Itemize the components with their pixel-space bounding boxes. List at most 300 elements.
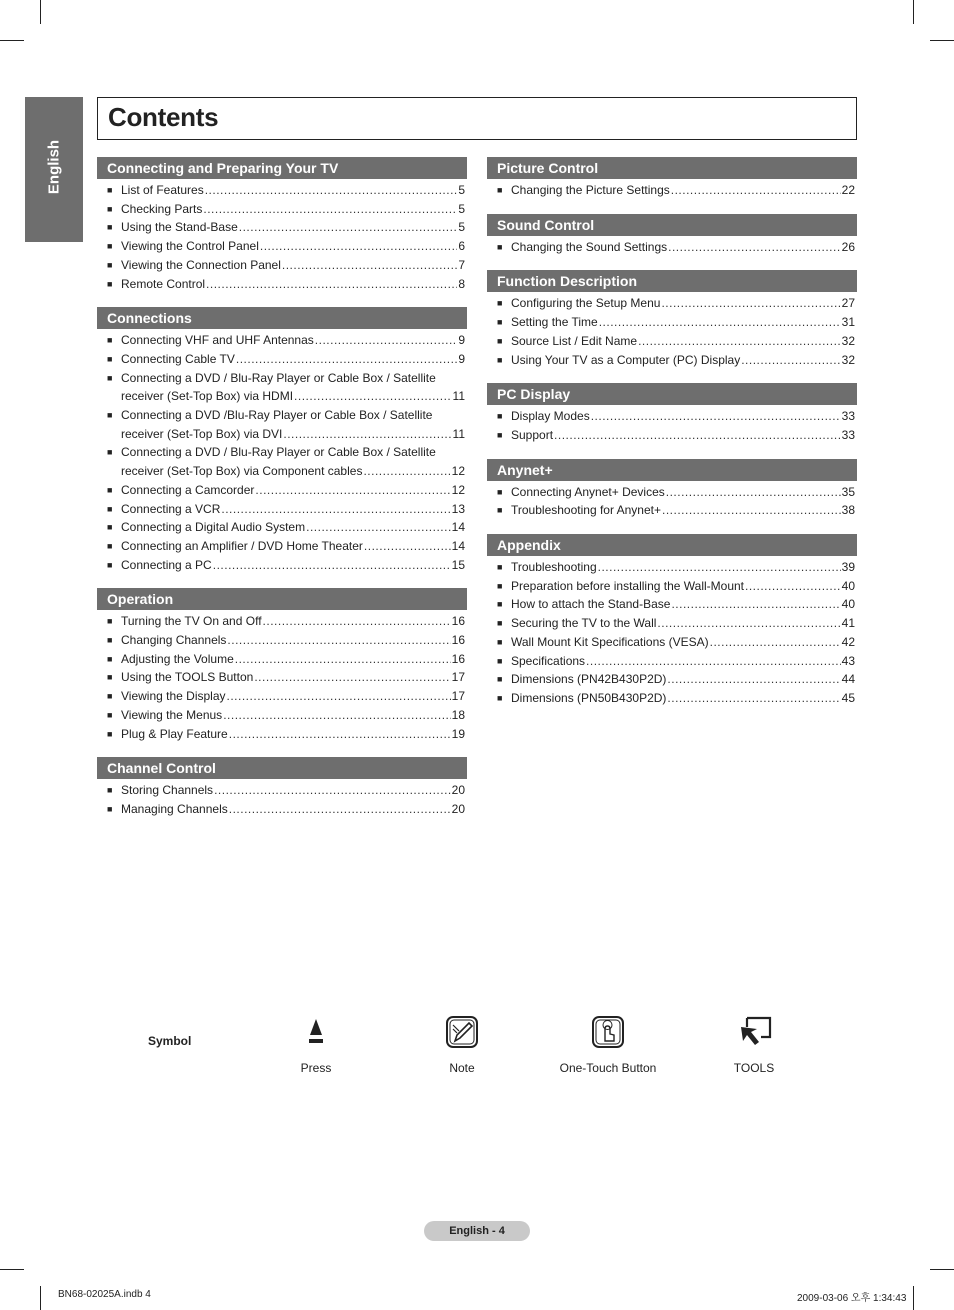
dot-leader (213, 556, 451, 575)
toc-page-number: 44 (841, 672, 855, 687)
symbol-tools-label: TOOLS (733, 1061, 775, 1075)
toc-entry-row (511, 633, 855, 652)
bullet-icon: ■ (497, 354, 503, 365)
toc-entry-title: Using the Stand-Base (121, 220, 238, 235)
bullet-icon: ■ (497, 618, 503, 629)
toc-entry-title: Source List / Edit Name (511, 333, 638, 348)
toc-entry-title: Managing Channels (121, 801, 228, 816)
toc-entry-row (121, 781, 465, 800)
bullet-icon: ■ (107, 241, 113, 252)
bullet-icon: ■ (497, 692, 503, 703)
toc-entry-title: Securing the TV to the Wall (511, 616, 657, 631)
language-side-tab (25, 97, 83, 242)
toc-section (487, 157, 857, 200)
press-icon (256, 1014, 376, 1050)
toc-entry-row (511, 407, 855, 426)
toc-page-number: 40 (841, 578, 855, 593)
dot-leader (205, 181, 458, 200)
toc-entry-title: Viewing the Display (121, 689, 226, 704)
toc-entry (97, 518, 467, 537)
toc-page-number: 6 (458, 239, 465, 254)
toc-entry-row (121, 631, 465, 650)
toc-entry-title: Remote Control (121, 276, 206, 291)
toc-entry-row (121, 556, 465, 575)
section-heading: PC Display (487, 383, 857, 405)
symbol-tools (694, 1014, 814, 1075)
toc-entry-title: Connecting a Camcorder (121, 482, 255, 497)
toc-entry-row (511, 294, 855, 313)
toc-entry-row (511, 238, 855, 257)
toc-entry-title: Connecting a VCR (121, 501, 221, 516)
dot-leader (662, 501, 841, 520)
bullet-icon: ■ (497, 335, 503, 346)
dot-leader (638, 332, 841, 351)
toc-entry-row (511, 501, 855, 520)
toc-entry-title: Turning the TV On and Off (121, 614, 262, 629)
dot-leader (206, 275, 457, 294)
dot-leader (586, 652, 841, 671)
dot-leader (221, 500, 450, 519)
toc-page-number: 9 (458, 333, 465, 348)
dot-leader (229, 725, 451, 744)
dot-leader (657, 614, 840, 633)
bullet-icon: ■ (497, 580, 503, 591)
bullet-icon: ■ (107, 185, 113, 195)
title-box (97, 97, 857, 140)
page-title: Contents (108, 102, 219, 132)
toc-entry-title: receiver (Set-Top Box) via HDMI (121, 389, 294, 404)
toc-entry (487, 313, 857, 332)
toc-page-number: 11 (452, 389, 465, 404)
bullet-icon: ■ (497, 185, 503, 195)
symbol-press-label: Press (300, 1061, 332, 1075)
section-heading: Function Description (487, 270, 857, 292)
toc-section (487, 534, 857, 708)
toc-entry-title: Dimensions (PN50B430P2D) (511, 690, 667, 705)
dot-leader (745, 577, 841, 596)
toc-page-number: 32 (841, 352, 855, 367)
toc-entry (97, 631, 467, 650)
toc-section (97, 157, 467, 293)
toc-entry-title: Setting the Time (511, 315, 598, 330)
dot-leader (741, 351, 840, 370)
page-number-badge: English - 4 (424, 1221, 530, 1241)
toc-entry-row (121, 612, 465, 631)
toc-list (487, 481, 857, 520)
dot-leader (203, 200, 457, 219)
toc-entry-title: Adjusting the Volume (121, 651, 234, 666)
toc-entry (97, 781, 467, 800)
toc-list (97, 610, 467, 743)
toc-entry (97, 706, 467, 725)
toc-entry-title: Support (511, 427, 554, 442)
toc-entry (97, 500, 467, 519)
dot-leader (306, 518, 451, 537)
symbol-note (402, 1014, 522, 1075)
toc-entry-title: Changing Channels (121, 633, 227, 648)
toc-page-number: 33 (841, 427, 855, 442)
toc-page-number: 16 (451, 651, 465, 666)
toc-entry-title: How to attach the Stand-Base (511, 597, 671, 612)
toc-page-number: 5 (458, 220, 465, 235)
symbol-one-touch-label: One-Touch Button (559, 1061, 657, 1075)
bullet-icon: ■ (497, 241, 503, 252)
toc-entry (97, 725, 467, 744)
dot-leader (315, 331, 458, 350)
toc-entry-row (121, 650, 465, 669)
dot-leader (710, 633, 841, 652)
dot-leader (667, 670, 840, 689)
bullet-icon: ■ (107, 653, 113, 664)
dot-leader (236, 350, 457, 369)
toc-entry (97, 181, 467, 200)
toc-entry-row (121, 481, 465, 500)
bullet-icon: ■ (107, 559, 113, 570)
toc-list (487, 292, 857, 369)
toc-entry-row (121, 387, 465, 406)
toc-entry-row (121, 200, 465, 219)
toc-entry (487, 633, 857, 652)
bullet-icon: ■ (107, 484, 113, 495)
toc-entry-title: Viewing the Connection Panel (121, 257, 281, 272)
toc-entry (97, 218, 467, 237)
toc-page-number: 17 (451, 670, 465, 685)
toc-section (97, 757, 467, 818)
toc-entry-title: Using the TOOLS Button (121, 670, 254, 685)
contents-right-column (487, 157, 857, 722)
bullet-icon: ■ (107, 259, 113, 270)
bullet-icon: ■ (107, 447, 113, 458)
toc-entry (487, 558, 857, 577)
toc-list (487, 179, 857, 200)
bullet-icon: ■ (107, 335, 113, 346)
toc-entry-title: Connecting a Digital Audio System (121, 520, 306, 535)
toc-entry-title: Connecting VHF and UHF Antennas (121, 333, 314, 348)
toc-entry (487, 332, 857, 351)
dot-leader (666, 483, 841, 502)
toc-entry (97, 200, 467, 219)
toc-entry-title: Changing the Picture Settings (511, 183, 670, 197)
bullet-icon: ■ (107, 222, 113, 233)
dot-leader (599, 313, 841, 332)
toc-entry (97, 800, 467, 819)
toc-entry (97, 443, 467, 480)
footer-timestamp: 2009-03-06 오후 1:34:43 (797, 1293, 907, 1304)
toc-entry (487, 614, 857, 633)
toc-entry-row (511, 577, 855, 596)
toc-page-number: 42 (841, 634, 855, 649)
dot-leader (364, 537, 451, 556)
toc-entry-row (511, 670, 855, 689)
section-heading: Appendix (487, 534, 857, 556)
dot-leader (554, 426, 841, 445)
toc-entry (97, 687, 467, 706)
dot-leader (227, 631, 450, 650)
toc-entry-row (511, 313, 855, 332)
toc-entry (97, 331, 467, 350)
crop-mark (930, 40, 954, 41)
toc-page-number: 45 (841, 690, 855, 705)
toc-page-number: 18 (451, 707, 465, 722)
bullet-icon: ■ (107, 353, 113, 364)
crop-mark (40, 0, 41, 24)
dot-leader (263, 612, 451, 631)
toc-page-number: 32 (841, 333, 855, 348)
dot-leader (229, 800, 451, 819)
bullet-icon: ■ (107, 803, 113, 814)
toc-page-number: 35 (841, 484, 855, 499)
toc-entry-title: Using Your TV as a Computer (PC) Display (511, 352, 741, 367)
bullet-icon: ■ (107, 616, 113, 627)
bullet-icon: ■ (107, 635, 113, 646)
toc-page-number: 16 (451, 633, 465, 648)
toc-entry (487, 501, 857, 520)
dot-leader (283, 425, 451, 444)
toc-entry-title: Troubleshooting for Anynet+ (511, 503, 661, 518)
toc-section (487, 383, 857, 444)
section-heading: Sound Control (487, 214, 857, 236)
toc-page-number: 17 (451, 689, 465, 704)
toc-page-number: 40 (841, 597, 855, 612)
toc-page-number: 12 (451, 482, 465, 497)
toc-entry-row (511, 558, 855, 577)
toc-entry-title: Viewing the Control Panel (121, 239, 259, 254)
symbol-press (256, 1014, 376, 1075)
toc-page-number: 26 (841, 239, 855, 254)
bullet-icon: ■ (107, 503, 113, 514)
toc-entry-title: Preparation before installing the Wall-Mount (511, 578, 745, 593)
toc-entry-row (511, 351, 855, 370)
toc-entry-row (121, 706, 465, 725)
toc-page-number: 11 (452, 426, 465, 441)
bullet-icon: ■ (107, 691, 113, 702)
toc-page-number: 22 (841, 183, 855, 197)
dot-leader (671, 181, 841, 200)
toc-entry-title: Display Modes (511, 409, 590, 424)
toc-entry-row (121, 275, 465, 294)
toc-section (487, 214, 857, 257)
section-heading: Anynet+ (487, 459, 857, 481)
toc-entry (487, 181, 857, 200)
toc-entry-row (511, 689, 855, 708)
toc-entry (487, 294, 857, 313)
toc-entry-title: Connecting a PC (121, 557, 212, 572)
toc-entry-row (121, 425, 465, 444)
bullet-icon: ■ (497, 599, 503, 610)
toc-entry-row (121, 181, 465, 200)
tools-icon (694, 1014, 814, 1050)
bullet-icon: ■ (107, 410, 113, 421)
toc-entry-row (511, 332, 855, 351)
toc-entry (97, 406, 467, 443)
dot-leader (363, 462, 450, 481)
bullet-icon: ■ (107, 785, 113, 796)
toc-entry-row (121, 687, 465, 706)
crop-mark (913, 0, 914, 24)
toc-entry-row (511, 614, 855, 633)
dot-leader (591, 407, 841, 426)
toc-entry (487, 238, 857, 257)
dot-leader (223, 706, 450, 725)
bullet-icon: ■ (497, 317, 503, 328)
contents-left-column (97, 157, 467, 833)
toc-entry-title-line: Connecting a DVD /Blu-Ray Player or Cable Box / Satellite (121, 408, 433, 423)
toc-entry-title: receiver (Set-Top Box) via Component cables (121, 464, 363, 479)
toc-section (487, 270, 857, 369)
toc-entry-row (511, 652, 855, 671)
section-heading: Connecting and Preparing Your TV (97, 157, 467, 179)
dot-leader (255, 481, 450, 500)
toc-page-number: 14 (451, 538, 465, 553)
dot-leader (239, 218, 458, 237)
toc-entry-title: List of Features (121, 183, 204, 197)
toc-page-number: 5 (458, 183, 465, 197)
bullet-icon: ■ (497, 505, 503, 516)
toc-page-number: 20 (451, 783, 465, 798)
toc-entry (97, 237, 467, 256)
dot-leader (661, 294, 840, 313)
toc-entry-title: Wall Mount Kit Specifications (VESA) (511, 634, 709, 649)
toc-entry (97, 275, 467, 294)
bullet-icon: ■ (107, 540, 113, 551)
bullet-icon: ■ (497, 429, 503, 440)
bullet-icon: ■ (497, 486, 503, 497)
toc-section (97, 307, 467, 574)
bullet-icon: ■ (107, 728, 113, 739)
toc-entry-row (121, 350, 465, 369)
one-touch-icon (548, 1014, 668, 1050)
dot-leader (598, 558, 841, 577)
toc-entry-title: Changing the Sound Settings (511, 239, 668, 254)
toc-page-number: 15 (451, 557, 465, 572)
toc-entry (487, 483, 857, 502)
toc-entry-title: Connecting Anynet+ Devices (511, 484, 665, 499)
toc-list (97, 329, 467, 574)
toc-entry (487, 426, 857, 445)
footer-file-info: BN68-02025A.indb 4 (58, 1289, 151, 1300)
dot-leader (671, 595, 840, 614)
toc-list (487, 236, 857, 257)
toc-entry-title: Specifications (511, 653, 586, 668)
crop-mark (40, 1286, 41, 1310)
crop-mark (913, 1286, 914, 1310)
note-icon (402, 1014, 522, 1050)
toc-entry (97, 556, 467, 575)
toc-entry (487, 652, 857, 671)
toc-entry (97, 369, 467, 406)
crop-mark (0, 40, 24, 41)
toc-entry-row (511, 595, 855, 614)
toc-entry-title: Connecting Cable TV (121, 351, 235, 366)
toc-entry (97, 612, 467, 631)
toc-entry-row (511, 483, 855, 502)
toc-page-number: 38 (841, 503, 855, 518)
bullet-icon: ■ (497, 674, 503, 685)
bullet-icon: ■ (107, 278, 113, 289)
toc-page-number: 20 (451, 801, 465, 816)
dot-leader (214, 781, 451, 800)
toc-entry-row (121, 237, 465, 256)
bullet-icon: ■ (497, 298, 503, 309)
toc-entry-title: Troubleshooting (511, 560, 597, 575)
toc-entry-row (121, 725, 465, 744)
crop-mark (0, 1269, 24, 1270)
dot-leader (294, 387, 451, 406)
toc-entry (487, 577, 857, 596)
toc-entry (97, 650, 467, 669)
toc-entry-row (511, 426, 855, 445)
dot-leader (668, 238, 841, 257)
symbol-legend-label: Symbol (148, 1034, 192, 1048)
section-heading: Operation (97, 588, 467, 610)
bullet-icon: ■ (497, 655, 503, 666)
toc-entry-row (121, 218, 465, 237)
bullet-icon: ■ (497, 411, 503, 422)
toc-entry (97, 481, 467, 500)
toc-entry (487, 351, 857, 370)
toc-entry-row (121, 256, 465, 275)
toc-entry (487, 407, 857, 426)
toc-entry (487, 595, 857, 614)
dot-leader (667, 689, 840, 708)
toc-entry-row (121, 331, 465, 350)
toc-page-number: 31 (841, 315, 855, 330)
toc-page-number: 12 (451, 464, 465, 479)
toc-page-number: 33 (841, 409, 855, 424)
bullet-icon: ■ (497, 562, 503, 573)
toc-entry (487, 689, 857, 708)
toc-entry-title-line: Connecting a DVD / Blu-Ray Player or Cable Box / Satellite (121, 370, 436, 385)
toc-page-number: 5 (458, 201, 465, 216)
toc-page-number: 27 (841, 296, 855, 311)
bullet-icon: ■ (107, 522, 113, 533)
toc-list (487, 556, 857, 708)
toc-list (97, 179, 467, 293)
toc-entry-row (121, 537, 465, 556)
toc-entry-row (121, 800, 465, 819)
toc-entry (97, 256, 467, 275)
toc-page-number: 7 (458, 257, 465, 272)
section-heading: Connections (97, 307, 467, 329)
dot-leader (260, 237, 457, 256)
toc-entry-title: Checking Parts (121, 201, 203, 216)
toc-section (97, 588, 467, 743)
toc-page-number: 39 (841, 560, 855, 575)
toc-entry-title: Viewing the Menus (121, 707, 223, 722)
toc-entry-title: receiver (Set-Top Box) via DVI (121, 426, 283, 441)
toc-entry-title: Storing Channels (121, 783, 214, 798)
dot-leader (235, 650, 451, 669)
toc-entry (97, 350, 467, 369)
toc-entry-title-line: Connecting a DVD / Blu-Ray Player or Cable Box / Satellite (121, 445, 436, 460)
language-label: English (45, 139, 63, 195)
toc-entry-title: Connecting an Amplifier / DVD Home Theater (121, 538, 363, 553)
toc-entry (97, 537, 467, 556)
toc-list (487, 405, 857, 444)
bullet-icon: ■ (107, 372, 113, 383)
toc-entry-row (121, 500, 465, 519)
dot-leader (282, 256, 457, 275)
toc-list (97, 779, 467, 818)
toc-page-number: 43 (841, 653, 855, 668)
dot-leader (227, 687, 451, 706)
toc-page-number: 8 (458, 276, 465, 291)
bullet-icon: ■ (107, 709, 113, 720)
toc-entry-row (121, 668, 465, 687)
toc-page-number: 41 (841, 616, 855, 631)
toc-page-number: 16 (451, 614, 465, 629)
toc-entry (97, 668, 467, 687)
